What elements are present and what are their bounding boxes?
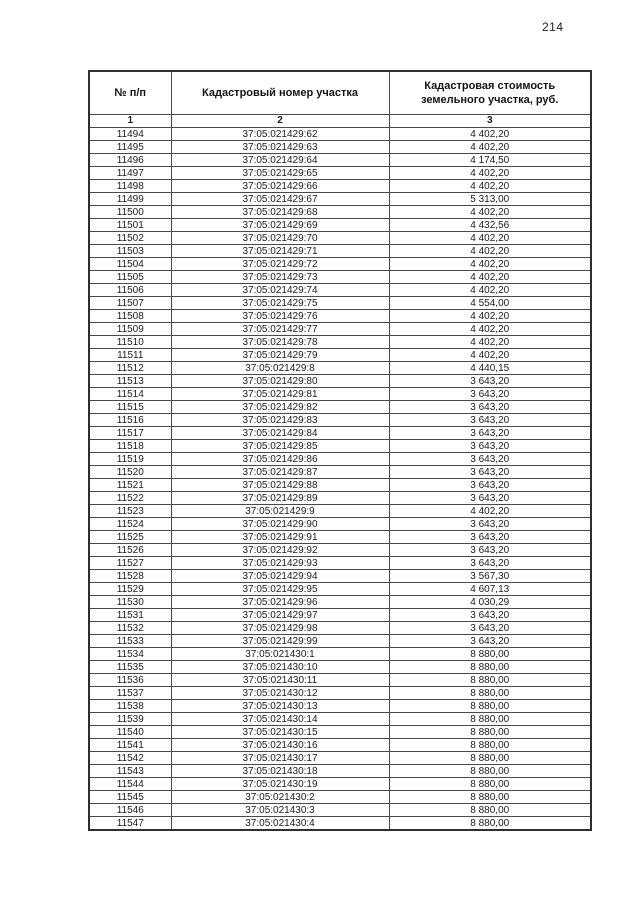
header-col-cadastral-number: Кадастровый номер участка: [171, 71, 389, 115]
table-cell: 37:05:021429:89: [171, 492, 389, 505]
table-cell: 4 402,20: [389, 206, 591, 219]
table-cell: 8 880,00: [389, 752, 591, 765]
table-row: [89, 622, 591, 635]
table-cell: 11525: [89, 531, 171, 544]
table-cell: 37:05:021429:79: [171, 349, 389, 362]
table-cell: 3 643,20: [389, 531, 591, 544]
table-cell: 3 643,20: [389, 557, 591, 570]
table-row: [89, 804, 591, 817]
table-cell: 8 880,00: [389, 674, 591, 687]
table-cell: 3 643,20: [389, 492, 591, 505]
table-cell: 5 313,00: [389, 193, 591, 206]
table-row: [89, 583, 591, 596]
table-cell: 37:05:021429:72: [171, 258, 389, 271]
table-row: [89, 492, 591, 505]
table-cell: 37:05:021429:80: [171, 375, 389, 388]
table-row: [89, 362, 591, 375]
page-number: 214: [542, 20, 564, 34]
table-cell: 4 402,20: [389, 349, 591, 362]
table-cell: 37:05:021430:14: [171, 713, 389, 726]
table-cell: 3 643,20: [389, 622, 591, 635]
table-row: [89, 375, 591, 388]
table-row: [89, 323, 591, 336]
table-cell: 11519: [89, 453, 171, 466]
table-cell: 37:05:021430:17: [171, 752, 389, 765]
table-cell: 11518: [89, 440, 171, 453]
table-row: [89, 817, 591, 831]
table-cell: 3 643,20: [389, 401, 591, 414]
table-row: [89, 180, 591, 193]
table-cell: 37:05:021429:65: [171, 167, 389, 180]
table-cell: 37:05:021430:10: [171, 661, 389, 674]
table-row: [89, 570, 591, 583]
table-cell: 11503: [89, 245, 171, 258]
table-row: [89, 648, 591, 661]
table-cell: 3 643,20: [389, 479, 591, 492]
table-row: [89, 232, 591, 245]
table-row: [89, 518, 591, 531]
table-row: [89, 258, 591, 271]
table-row: [89, 128, 591, 141]
table-cell: 11496: [89, 154, 171, 167]
table-row: [89, 388, 591, 401]
table-row: [89, 206, 591, 219]
table-cell: 37:05:021429:90: [171, 518, 389, 531]
table-row: [89, 778, 591, 791]
table-cell: 4 402,20: [389, 180, 591, 193]
table-cell: 4 432,56: [389, 219, 591, 232]
table-row: [89, 440, 591, 453]
table-cell: 11536: [89, 674, 171, 687]
table-row: [89, 284, 591, 297]
table-cell: 37:05:021429:91: [171, 531, 389, 544]
table-cell: 4 402,20: [389, 310, 591, 323]
table-cell: 11498: [89, 180, 171, 193]
column-number-3: 3: [389, 115, 591, 128]
table-row: [89, 297, 591, 310]
table-cell: 8 880,00: [389, 817, 591, 831]
table-cell: 37:05:021430:12: [171, 687, 389, 700]
table-cell: 11523: [89, 505, 171, 518]
table-cell: 3 643,20: [389, 518, 591, 531]
table-row: [89, 427, 591, 440]
table-cell: 37:05:021429:64: [171, 154, 389, 167]
table-cell: 4 554,00: [389, 297, 591, 310]
table-cell: 4 402,20: [389, 128, 591, 141]
column-number-row: [89, 115, 591, 128]
table-cell: 11531: [89, 609, 171, 622]
table-cell: 8 880,00: [389, 726, 591, 739]
table-cell: 11528: [89, 570, 171, 583]
table-cell: 11522: [89, 492, 171, 505]
table-cell: 11546: [89, 804, 171, 817]
table-row: [89, 219, 591, 232]
table-cell: 4 607,13: [389, 583, 591, 596]
table-cell: 8 880,00: [389, 661, 591, 674]
table-cell: 11507: [89, 297, 171, 310]
table-row: [89, 557, 591, 570]
table-cell: 11542: [89, 752, 171, 765]
column-number-1: 1: [89, 115, 171, 128]
table-cell: 37:05:021429:75: [171, 297, 389, 310]
table-cell: 11505: [89, 271, 171, 284]
table-cell: 11537: [89, 687, 171, 700]
header-col-row-number: № п/п: [89, 71, 171, 115]
table-cell: 11514: [89, 388, 171, 401]
table-cell: 3 643,20: [389, 466, 591, 479]
table-cell: 11526: [89, 544, 171, 557]
table-cell: 11545: [89, 791, 171, 804]
table-cell: 11512: [89, 362, 171, 375]
table-body: [89, 128, 591, 831]
table-cell: 37:05:021429:8: [171, 362, 389, 375]
table-cell: 37:05:021429:9: [171, 505, 389, 518]
table-cell: 11511: [89, 349, 171, 362]
table-cell: 11517: [89, 427, 171, 440]
table-cell: 11527: [89, 557, 171, 570]
table-cell: 37:05:021429:99: [171, 635, 389, 648]
table-cell: 3 643,20: [389, 414, 591, 427]
table-cell: 4 402,20: [389, 245, 591, 258]
table-row: [89, 765, 591, 778]
table-cell: 37:05:021429:85: [171, 440, 389, 453]
table-cell: 37:05:021429:83: [171, 414, 389, 427]
table-cell: 3 567,30: [389, 570, 591, 583]
table-cell: 11539: [89, 713, 171, 726]
table-cell: 11541: [89, 739, 171, 752]
table-cell: 37:05:021429:81: [171, 388, 389, 401]
table-cell: 37:05:021429:66: [171, 180, 389, 193]
table-cell: 4 402,20: [389, 323, 591, 336]
table-row: [89, 791, 591, 804]
column-number-2: 2: [171, 115, 389, 128]
table-row: [89, 726, 591, 739]
table-cell: 8 880,00: [389, 713, 591, 726]
table-cell: 11502: [89, 232, 171, 245]
table-cell: 11497: [89, 167, 171, 180]
table-cell: 37:05:021429:74: [171, 284, 389, 297]
table-cell: 11501: [89, 219, 171, 232]
table-cell: 11533: [89, 635, 171, 648]
table-cell: 11504: [89, 258, 171, 271]
table-cell: 4 402,20: [389, 258, 591, 271]
table-cell: 37:05:021429:67: [171, 193, 389, 206]
table-row: [89, 700, 591, 713]
table-row: [89, 310, 591, 323]
table-cell: 4 402,20: [389, 336, 591, 349]
table-cell: 8 880,00: [389, 804, 591, 817]
table-cell: 37:05:021429:95: [171, 583, 389, 596]
table-cell: 37:05:021429:70: [171, 232, 389, 245]
table-cell: 11534: [89, 648, 171, 661]
table-row: [89, 661, 591, 674]
table-cell: 3 643,20: [389, 440, 591, 453]
table-cell: 37:05:021429:77: [171, 323, 389, 336]
table-cell: 37:05:021429:68: [171, 206, 389, 219]
table-cell: 37:05:021429:94: [171, 570, 389, 583]
table-cell: 11515: [89, 401, 171, 414]
table-cell: 3 643,20: [389, 388, 591, 401]
table-cell: 37:05:021430:2: [171, 791, 389, 804]
table-cell: 37:05:021429:62: [171, 128, 389, 141]
table-cell: 3 643,20: [389, 427, 591, 440]
table-cell: 37:05:021429:97: [171, 609, 389, 622]
table-row: [89, 635, 591, 648]
table-cell: 11520: [89, 466, 171, 479]
table-row: [89, 154, 591, 167]
table-cell: 11499: [89, 193, 171, 206]
table-cell: 37:05:021430:15: [171, 726, 389, 739]
table-cell: 37:05:021429:63: [171, 141, 389, 154]
table-cell: 37:05:021430:18: [171, 765, 389, 778]
table-cell: 4 174,50: [389, 154, 591, 167]
table-cell: 37:05:021429:76: [171, 310, 389, 323]
table-row: [89, 401, 591, 414]
table-row: [89, 739, 591, 752]
table-cell: 37:05:021429:86: [171, 453, 389, 466]
table-row: [89, 544, 591, 557]
table-cell: 37:05:021429:73: [171, 271, 389, 284]
table-row: [89, 349, 591, 362]
table-cell: 3 643,20: [389, 635, 591, 648]
table-cell: 11529: [89, 583, 171, 596]
table-row: [89, 752, 591, 765]
table-row: [89, 414, 591, 427]
table-row: [89, 453, 591, 466]
table-row: [89, 336, 591, 349]
table-cell: 4 440,15: [389, 362, 591, 375]
table-cell: 11506: [89, 284, 171, 297]
table-cell: 37:05:021430:19: [171, 778, 389, 791]
table-cell: 11508: [89, 310, 171, 323]
table-row: [89, 596, 591, 609]
table-cell: 4 030,29: [389, 596, 591, 609]
table-cell: 3 643,20: [389, 453, 591, 466]
table-cell: 37:05:021429:78: [171, 336, 389, 349]
table-cell: 4 402,20: [389, 271, 591, 284]
table-cell: 37:05:021429:98: [171, 622, 389, 635]
table-row: [89, 271, 591, 284]
table-cell: 37:05:021429:92: [171, 544, 389, 557]
table-cell: 37:05:021429:88: [171, 479, 389, 492]
table-cell: 4 402,20: [389, 505, 591, 518]
table-header-row: [89, 71, 591, 115]
table-cell: 11524: [89, 518, 171, 531]
table-row: [89, 505, 591, 518]
table-cell: 11532: [89, 622, 171, 635]
table-cell: 37:05:021429:84: [171, 427, 389, 440]
table-cell: 8 880,00: [389, 739, 591, 752]
table-cell: 8 880,00: [389, 791, 591, 804]
table-row: [89, 167, 591, 180]
table-cell: 11543: [89, 765, 171, 778]
table-row: [89, 479, 591, 492]
table-cell: 37:05:021429:93: [171, 557, 389, 570]
table-cell: 8 880,00: [389, 765, 591, 778]
table-row: [89, 531, 591, 544]
table-cell: 37:05:021430:11: [171, 674, 389, 687]
table-cell: 37:05:021430:16: [171, 739, 389, 752]
table-cell: 37:05:021429:82: [171, 401, 389, 414]
table-cell: 37:05:021429:87: [171, 466, 389, 479]
table-row: [89, 674, 591, 687]
table-cell: 11540: [89, 726, 171, 739]
table-cell: 11521: [89, 479, 171, 492]
table-row: [89, 687, 591, 700]
table-row: [89, 245, 591, 258]
table-cell: 8 880,00: [389, 700, 591, 713]
table-cell: 4 402,20: [389, 167, 591, 180]
table-row: [89, 609, 591, 622]
table-row: [89, 466, 591, 479]
table-row: [89, 141, 591, 154]
table-cell: 37:05:021430:13: [171, 700, 389, 713]
table-cell: 8 880,00: [389, 778, 591, 791]
table-cell: 3 643,20: [389, 609, 591, 622]
table-cell: 3 643,20: [389, 375, 591, 388]
table-cell: 37:05:021430:3: [171, 804, 389, 817]
table-cell: 4 402,20: [389, 232, 591, 245]
header-col-cadastral-value: Кадастровая стоимость земельного участка, руб.: [389, 71, 591, 115]
table-cell: 11513: [89, 375, 171, 388]
table-cell: 11547: [89, 817, 171, 831]
table-cell: 11495: [89, 141, 171, 154]
table-cell: 11544: [89, 778, 171, 791]
table-cell: 11516: [89, 414, 171, 427]
table-cell: 4 402,20: [389, 284, 591, 297]
table-cell: 8 880,00: [389, 648, 591, 661]
table-cell: 11500: [89, 206, 171, 219]
table-cell: 37:05:021429:96: [171, 596, 389, 609]
table-cell: 8 880,00: [389, 687, 591, 700]
table-cell: 37:05:021429:71: [171, 245, 389, 258]
table-cell: 4 402,20: [389, 141, 591, 154]
table-cell: 11530: [89, 596, 171, 609]
table-cell: 11494: [89, 128, 171, 141]
table-cell: 11538: [89, 700, 171, 713]
table-row: [89, 193, 591, 206]
table-cell: 3 643,20: [389, 544, 591, 557]
table-cell: 11510: [89, 336, 171, 349]
table-cell: 11509: [89, 323, 171, 336]
table-cell: 37:05:021430:4: [171, 817, 389, 831]
cadastral-value-table: [88, 70, 592, 831]
table-cell: 37:05:021429:69: [171, 219, 389, 232]
table-row: [89, 713, 591, 726]
table-cell: 37:05:021430:1: [171, 648, 389, 661]
table-cell: 11535: [89, 661, 171, 674]
